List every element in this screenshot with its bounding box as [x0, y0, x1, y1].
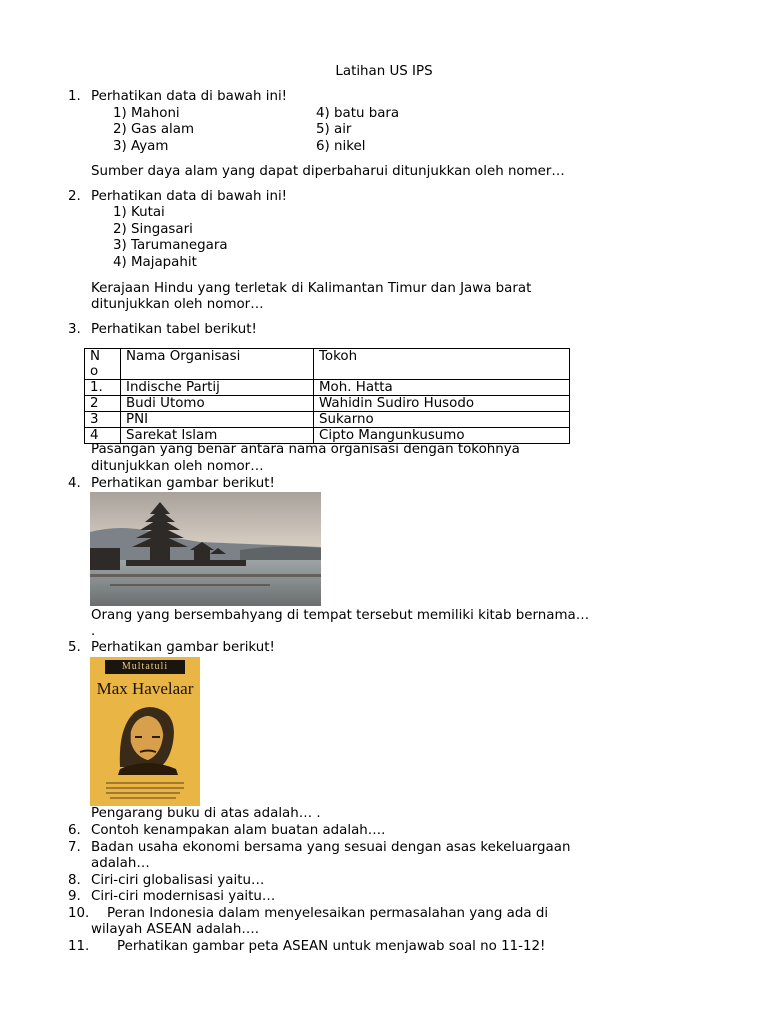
q1-number: 1. [68, 89, 81, 104]
table-cell: Budi Utomo [121, 396, 314, 412]
q8-text: Ciri-ciri globalisasi yaitu… [91, 873, 265, 888]
q10-line2: wilayah ASEAN adalah…. [91, 922, 259, 937]
q10-number: 10. [68, 906, 90, 921]
q2-item: 4) Majapahit [113, 255, 197, 270]
q4-number: 4. [68, 476, 81, 491]
table-row [85, 380, 570, 396]
table-cell: Indische Partij [121, 380, 314, 396]
table-cell: Moh. Hatta [314, 380, 570, 396]
temple-illustration [90, 492, 321, 606]
q2-item: 1) Kutai [113, 205, 165, 220]
q2-question-line1: Kerajaan Hindu yang terletak di Kalimantan Timur dan Jawa barat [91, 281, 532, 296]
q6-number: 6. [68, 823, 81, 838]
table-cell: 3 [85, 412, 121, 428]
q11-number: 11. [68, 939, 90, 954]
q7-number: 7. [68, 840, 81, 855]
q1-prompt: Perhatikan data di bawah ini! [91, 89, 288, 104]
q7-line2: adalah… [91, 856, 150, 871]
q9-text: Ciri-ciri modernisasi yaitu… [91, 889, 276, 904]
portrait-illustration [90, 657, 200, 806]
table-row [85, 412, 570, 428]
q4-prompt: Perhatikan gambar berikut! [91, 476, 275, 491]
q8-number: 8. [68, 873, 81, 888]
page-title: Latihan US IPS [335, 64, 433, 79]
q5-number: 5. [68, 640, 81, 655]
q4-question-line2: . [91, 624, 96, 639]
q10-line1: Peran Indonesia dalam menyelesaikan permasalahan yang ada di [107, 906, 549, 921]
table-header-cell: N o [85, 349, 121, 380]
q1-item: 3) Ayam [113, 139, 169, 154]
q1-item: 6) nikel [316, 139, 366, 154]
book-author: Multatuli [105, 660, 185, 674]
table-cell: 2 [85, 396, 121, 412]
q1-item: 2) Gas alam [113, 122, 194, 137]
q1-item: 1) Mahoni [113, 106, 180, 121]
book-title: Max Havelaar [96, 679, 194, 698]
q2-number: 2. [68, 189, 81, 204]
q3-number: 3. [68, 322, 81, 337]
table-cell: Sukarno [314, 412, 570, 428]
table-cell: Wahidin Sudiro Husodo [314, 396, 570, 412]
table-header-row [85, 349, 570, 380]
q1-item: 5) air [316, 122, 352, 137]
table-cell: Cipto Mangunkusumo [314, 428, 570, 444]
q3-question-line2: ditunjukkan oleh nomor… [91, 459, 264, 474]
q1-question: Sumber daya alam yang dapat diperbaharui ditunjukkan oleh nomer… [91, 164, 565, 179]
q7-line1: Badan usaha ekonomi bersama yang sesuai dengan asas kekeluargaan [91, 840, 571, 855]
q2-question-line2: ditunjukkan oleh nomor… [91, 297, 264, 312]
q5-question: Pengarang buku di atas adalah… . [91, 806, 321, 821]
table-header-cell: Nama Organisasi [121, 349, 314, 380]
table-cell: 1. [85, 380, 121, 396]
q2-item: 3) Tarumanegara [113, 238, 228, 253]
q11-text: Perhatikan gambar peta ASEAN untuk menjawab soal no 11-12! [117, 939, 546, 954]
table-row [85, 396, 570, 412]
q1-item: 4) batu bara [316, 106, 400, 121]
table-cell: PNI [121, 412, 314, 428]
q5-prompt: Perhatikan gambar berikut! [91, 640, 275, 655]
q2-item: 2) Singasari [113, 222, 193, 237]
q6-text: Contoh kenampakan alam buatan adalah…. [91, 823, 386, 838]
temple-photo [90, 492, 321, 606]
table-header-cell: Tokoh [314, 349, 570, 380]
table-cell: 4 [85, 428, 121, 444]
book-cover [90, 657, 200, 806]
organization-table [84, 348, 570, 444]
table-cell: Sarekat Islam [121, 428, 314, 444]
q9-number: 9. [68, 889, 81, 904]
q3-question-line1: Pasangan yang benar antara nama organisasi dengan tokohnya [91, 442, 520, 457]
q3-prompt: Perhatikan tabel berikut! [91, 322, 257, 337]
q2-prompt: Perhatikan data di bawah ini! [91, 189, 288, 204]
q4-question-line1: Orang yang bersembahyang di tempat tersebut memiliki kitab bernama… [91, 608, 590, 623]
